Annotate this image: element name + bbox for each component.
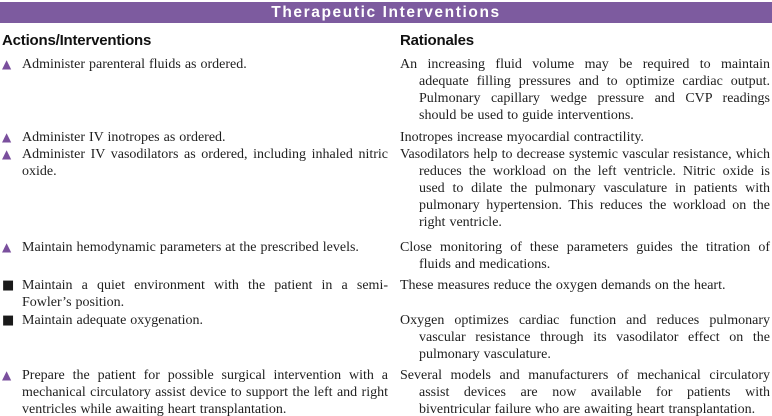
table-row <box>2 56 770 124</box>
interventions-table <box>0 32 772 416</box>
triangle-bullet-icon: ▲ <box>2 57 12 71</box>
table-row <box>2 239 770 273</box>
action-text: Administer parenteral fluids as ordered. <box>22 57 247 72</box>
action-text: Maintain hemodynamic parameters at the prescribed levels. <box>22 240 359 255</box>
rationales-column-header: Rationales <box>400 32 474 49</box>
table-row <box>2 146 770 231</box>
action-text: Prepare the patient for possible surgical intervention with a mechanical circulatory assist device to support the left and right ventricles while awaiting heart transplantation. <box>22 368 388 416</box>
action-cell <box>2 312 388 329</box>
table-row <box>2 277 770 311</box>
square-bullet-icon: ■ <box>2 313 15 328</box>
action-cell <box>2 146 388 180</box>
section-header-bar <box>0 2 772 23</box>
rationale-text: Several models and manufacturers of mechanical circulatory assist devices are now available for patients with biventricular failure who are awaiting heart transplantation. <box>400 368 770 416</box>
action-cell <box>2 239 388 256</box>
table-row <box>2 129 770 146</box>
action-text: Maintain a quiet environment with the patient in a semi-Fowler’s position. <box>22 278 388 310</box>
square-bullet-icon: ■ <box>2 278 15 293</box>
triangle-bullet-icon: ▲ <box>2 147 12 161</box>
rationale-text: Vasodilators help to decrease systemic vascular resistance, which reduces the workload on the left ventricle. Nitric oxide is used to dilate the pulmonary vasculature in patients with pulmonary hypertension. This reduces the workload on the right ventricle. <box>400 147 770 230</box>
rationale-text: Oxygen optimizes cardiac function and reduces pulmonary vascular resistance through its vasodilator effect on the pulmonary vasculature. <box>400 313 770 362</box>
document-page <box>0 2 772 416</box>
action-text: Administer IV inotropes as ordered. <box>22 130 226 145</box>
triangle-bullet-icon: ▲ <box>2 240 12 254</box>
section-title: Therapeutic Interventions <box>271 4 501 21</box>
action-cell <box>2 277 388 311</box>
actions-column-header: Actions/Interventions <box>2 32 152 49</box>
action-cell <box>2 56 388 73</box>
table-body <box>2 56 770 416</box>
table-row <box>2 367 770 416</box>
action-text: Maintain adequate oxygenation. <box>22 313 203 328</box>
rationale-text: Close monitoring of these parameters guides the titration of fluids and medications. <box>400 240 770 272</box>
action-text: Administer IV vasodilators as ordered, including inhaled nitric oxide. <box>22 147 388 179</box>
rationale-text: An increasing fluid volume may be required to maintain adequate filling pressures and to optimize cardiac output. Pulmonary capillary wedge pressure and CVP readings should be used to guide interventions. <box>400 57 770 123</box>
table-row <box>2 312 770 363</box>
rationale-text: These measures reduce the oxygen demands on the heart. <box>400 278 726 293</box>
action-cell <box>2 367 388 416</box>
column-headers-row <box>2 32 770 50</box>
rationale-text: Inotropes increase myocardial contractility. <box>400 130 644 145</box>
triangle-bullet-icon: ▲ <box>2 130 12 144</box>
action-cell <box>2 129 388 146</box>
triangle-bullet-icon: ▲ <box>2 368 12 382</box>
